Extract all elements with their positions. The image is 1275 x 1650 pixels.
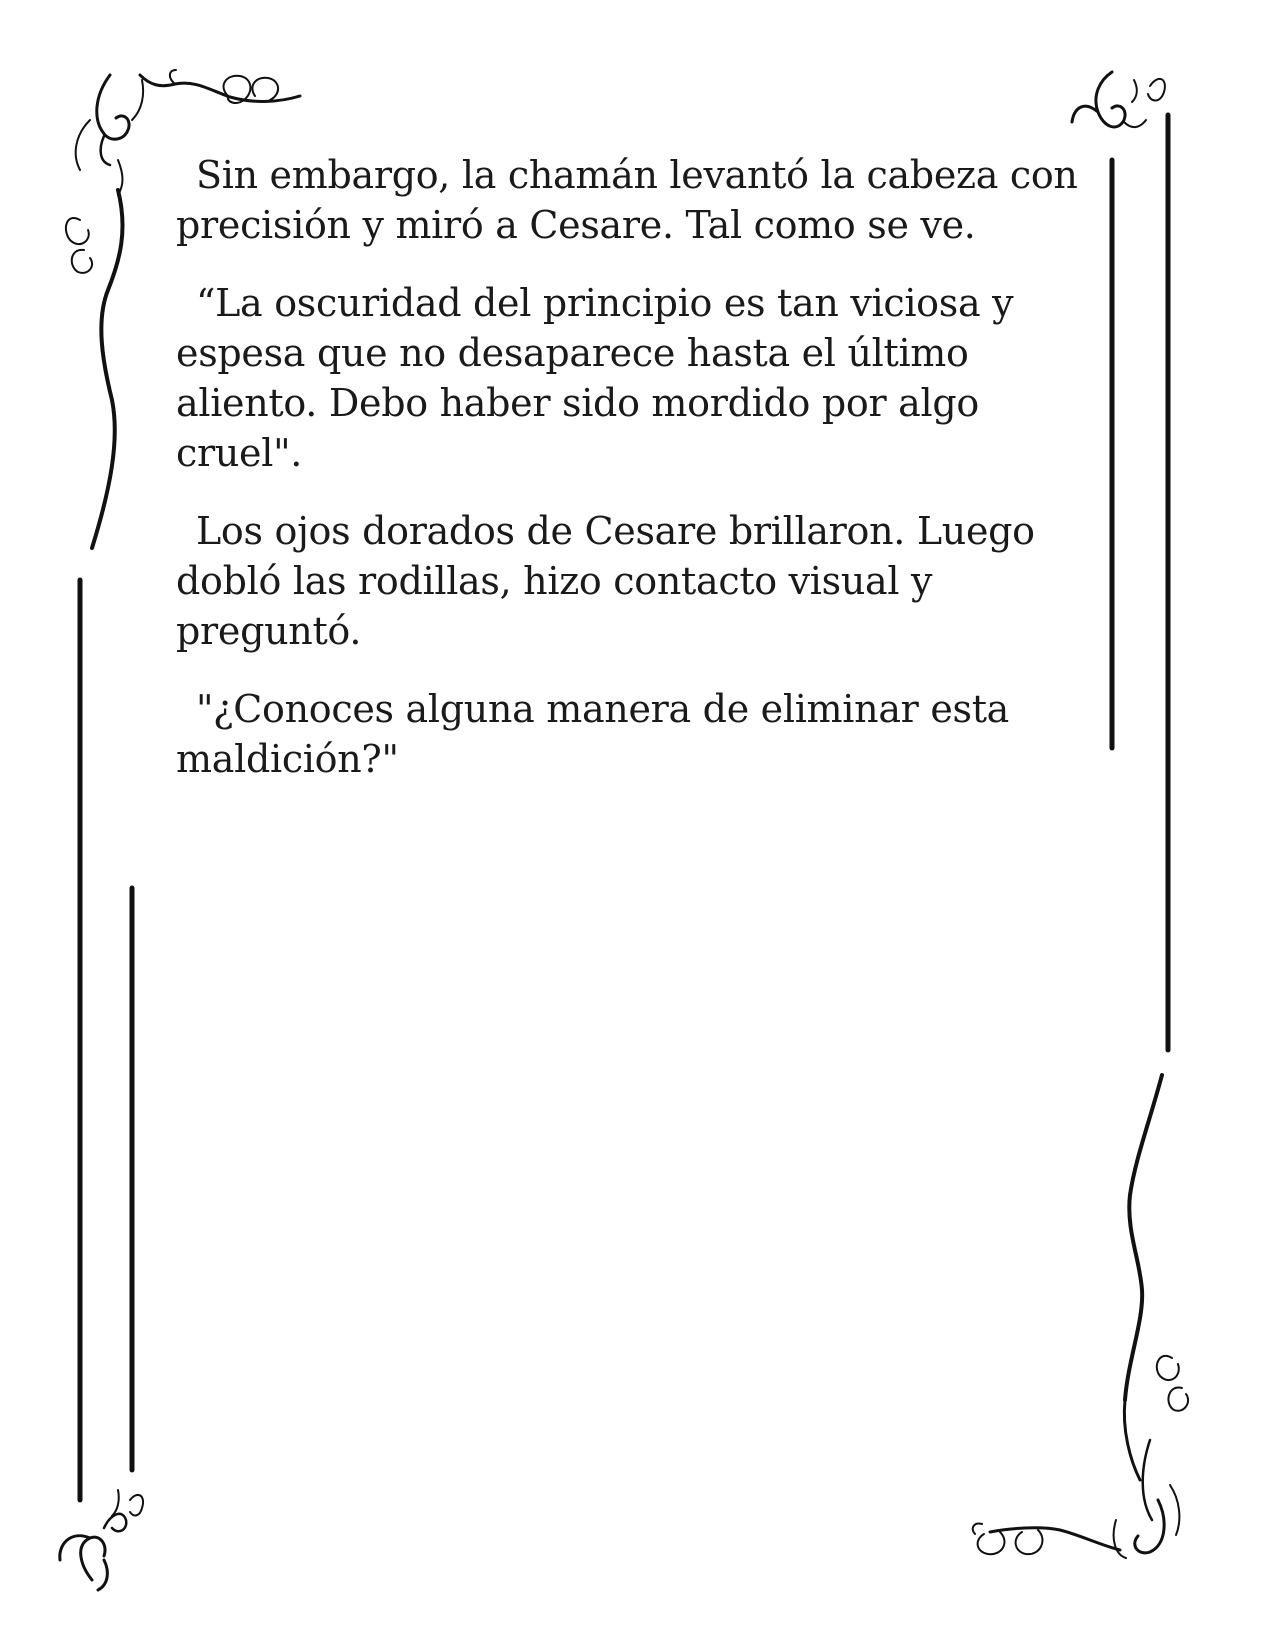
page-text <box>176 150 1086 812</box>
paragraph: Los ojos dorados de Cesare brillaron. Luego dobló las rodillas, hizo contacto visual y preguntó. <box>176 509 1035 653</box>
paragraph: Sin embargo, la chamán levantó la cabeza con precisión y miró a Cesare. Tal como se ve. <box>176 153 1078 247</box>
bottom-right-flourish-icon <box>973 1075 1188 1558</box>
paragraph: "¿Conoces alguna manera de eliminar esta maldición?" <box>176 687 1010 781</box>
top-right-flourish-icon <box>1072 72 1165 127</box>
paragraph: “La oscuridad del principio es tan viciosa y espesa que no desaparece hasta el último aliento. Debo haber sido mordido por algo cruel". <box>176 281 1014 475</box>
bottom-left-flourish-icon <box>60 1490 143 1590</box>
